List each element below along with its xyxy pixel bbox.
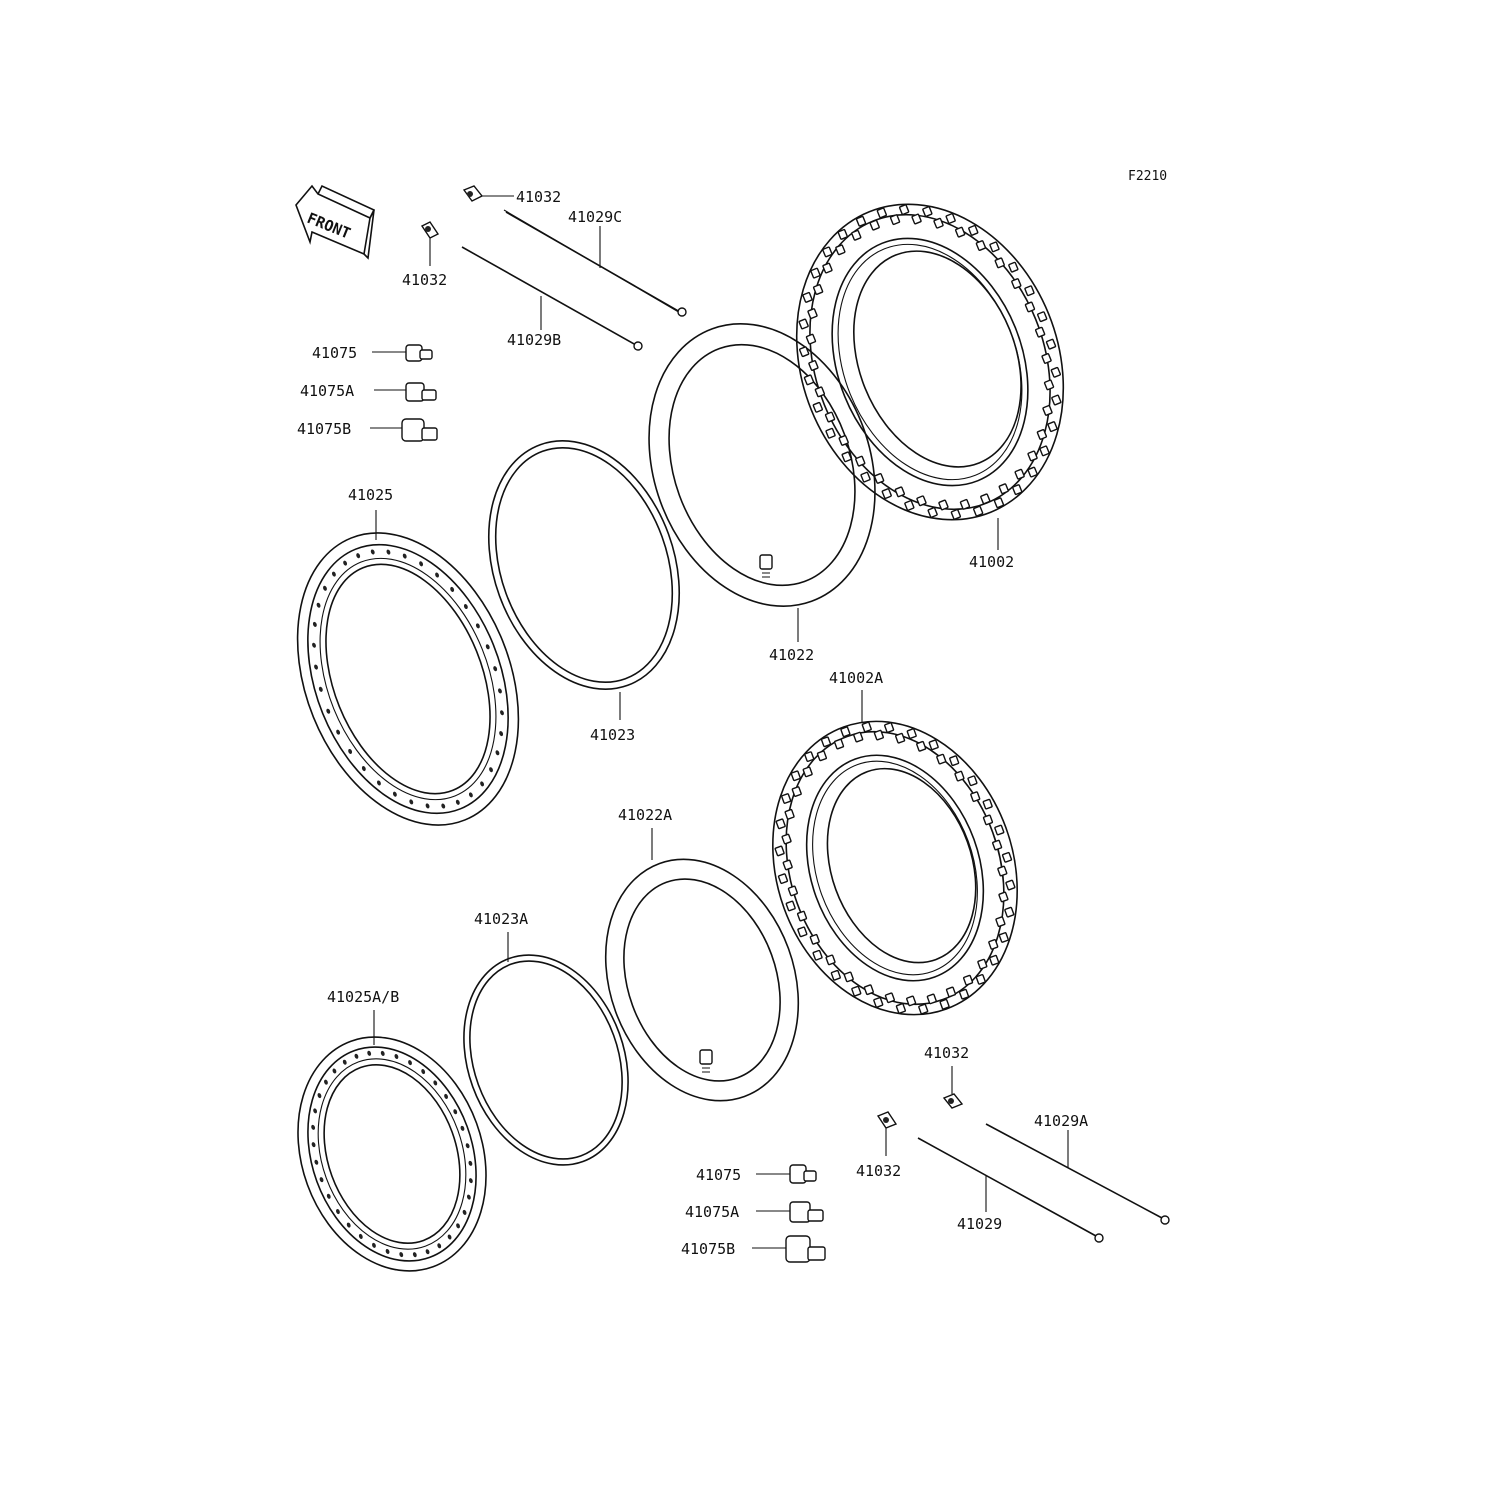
rim-spoke-hole — [485, 644, 490, 650]
tire-tread-lug — [786, 901, 795, 911]
label-41029c: 41029C — [568, 208, 623, 226]
rim-spoke-hole — [463, 603, 468, 609]
tire-tread-lug — [1009, 262, 1018, 272]
tire-tread-lug — [825, 412, 834, 422]
rim-spoke-hole — [418, 561, 423, 567]
rim-spoke-hole — [466, 1194, 471, 1200]
tire-tread-lug — [823, 263, 832, 273]
tire-41002 — [751, 164, 1110, 560]
rim-spoke-hole — [361, 765, 366, 771]
rim-spoke-hole — [392, 791, 397, 797]
tire-tread-lug — [805, 752, 814, 762]
tire-tread-lug — [1012, 279, 1021, 289]
rim-spoke-hole — [358, 1233, 363, 1239]
label-41029a: 41029A — [1034, 1112, 1089, 1130]
rim-spoke-hole — [311, 1124, 316, 1130]
tire-tread-lug — [976, 241, 985, 251]
inner-tube-41022 — [611, 292, 913, 638]
rim-spoke-hole — [497, 688, 502, 694]
tire-tread-lug — [968, 776, 977, 786]
tire-tread-lug — [1040, 446, 1049, 456]
tube-valve-41022a — [700, 1050, 712, 1072]
rim-spoke-hole — [370, 549, 375, 555]
label-41002: 41002 — [969, 553, 1015, 571]
rim-spoke-hole — [468, 792, 473, 798]
tire-tread-lug — [1025, 286, 1034, 296]
rim-spoke-hole — [317, 1093, 322, 1099]
tire-tread-lug — [839, 435, 848, 445]
tire-tread-lug — [973, 506, 982, 516]
tire-tread-lug — [1046, 339, 1055, 349]
tire-tread-lug — [836, 245, 845, 255]
tire-tread-lug — [803, 767, 812, 777]
rim-spoke-hole — [347, 748, 352, 754]
tire-tread-lug — [895, 487, 904, 497]
label-41032-bottom-left: 41032 — [856, 1162, 902, 1180]
rim-spoke-hole — [399, 1252, 404, 1258]
rim-spoke-hole — [322, 585, 327, 591]
rim-spoke-hole — [335, 1209, 340, 1215]
tire-tread-lug — [1015, 469, 1024, 479]
tire-tread-lug — [826, 428, 835, 438]
tire-tread-lug — [928, 507, 937, 517]
label-41075-top: 41075 — [312, 344, 358, 362]
label-41025: 41025 — [348, 486, 394, 504]
rim-spoke-hole — [311, 642, 316, 648]
rim-spoke-hole — [499, 710, 504, 716]
rim-spoke-hole — [332, 1068, 337, 1074]
label-41022: 41022 — [769, 646, 815, 664]
label-41023: 41023 — [590, 726, 636, 744]
tire-tread-lug — [808, 309, 817, 319]
tire-tread-lug — [823, 247, 832, 257]
tire-tread-lug — [996, 917, 1005, 927]
valve-cap-41075a-bottom — [790, 1202, 823, 1222]
rim-spoke-hole — [354, 1053, 359, 1059]
rim-spoke-hole — [455, 1223, 460, 1229]
rim-spoke-hole — [313, 664, 318, 670]
spoke-41029 — [918, 1138, 1103, 1242]
tire-tread-lug — [811, 268, 820, 278]
tire-tread-lug — [776, 819, 785, 829]
tire-tread-lug — [841, 727, 850, 737]
tire-tread-lug — [1048, 422, 1057, 432]
tire-tread-lug — [1037, 312, 1046, 322]
label-41029b: 41029B — [507, 331, 562, 349]
rim-spoke-hole — [316, 602, 321, 608]
rim-spoke-hole — [376, 780, 381, 786]
rim-spoke-hole — [409, 799, 414, 805]
tire-tread-lug — [1028, 451, 1037, 461]
label-41022a: 41022A — [618, 806, 673, 824]
label-41032-top-right: 41032 — [516, 188, 562, 206]
tire-tread-lug — [1043, 405, 1052, 415]
tire-tread-lug — [963, 975, 972, 985]
rim-spoke-hole — [335, 729, 340, 735]
tire-tread-lug — [934, 218, 943, 228]
tire-tread-lug — [1028, 467, 1037, 477]
rim-spoke-hole — [433, 1080, 438, 1086]
rim-spoke-hole — [493, 666, 498, 672]
tire-tread-lug — [854, 732, 863, 742]
rim-spoke-hole — [468, 1160, 473, 1166]
tire-tread-lug — [999, 484, 1008, 494]
tire-tread-lug — [885, 993, 894, 1003]
tire-tread-lug — [960, 499, 969, 509]
tire-tread-lug — [844, 972, 853, 982]
rim-spoke-hole — [371, 1242, 376, 1248]
tire-tread-lug — [927, 994, 936, 1004]
tire-tread-lug — [788, 886, 797, 896]
rim-spoke-hole — [495, 750, 500, 756]
tire-tread-lug — [856, 456, 865, 466]
inner-tube-41022a — [573, 832, 831, 1128]
tire-tread-lug — [861, 472, 870, 482]
rim-spoke-hole — [314, 1159, 319, 1165]
tire-tread-lug — [946, 213, 955, 223]
tire-tread-lug — [809, 361, 818, 371]
rim-spoke-hole — [318, 686, 323, 692]
rim-spoke-hole — [323, 1079, 328, 1085]
tire-tread-lug — [937, 754, 946, 764]
tire-tread-lug — [976, 974, 985, 984]
rim-spoke-hole — [425, 1249, 430, 1255]
tire-tread-lug — [806, 334, 815, 344]
tire-tread-lug — [1013, 485, 1022, 495]
tire-tread-lug — [969, 225, 978, 235]
tire-tread-lug — [1025, 302, 1034, 312]
front-arrow-icon — [296, 186, 374, 258]
tire-tread-lug — [803, 292, 812, 302]
rim-spoke-hole — [346, 1222, 351, 1228]
rim-spoke-hole — [479, 781, 484, 787]
tire-tread-lug — [1006, 880, 1015, 890]
tire-tread-lug — [929, 740, 938, 750]
tire-tread-lug — [775, 846, 784, 856]
tire-tread-lug — [817, 751, 826, 761]
tire-tread-lug — [983, 815, 992, 825]
tire-tread-lug — [899, 205, 908, 215]
tire-tread-lug — [782, 794, 791, 804]
rim-spoke-hole — [394, 1053, 399, 1059]
tire-tread-lug — [1035, 327, 1044, 337]
label-41075b-top: 41075B — [297, 420, 352, 438]
label-41002a: 41002A — [829, 669, 884, 687]
tire-tread-lug — [813, 402, 822, 412]
tire-tread-lug — [959, 989, 968, 999]
label-41029: 41029 — [957, 1215, 1003, 1233]
tire-tread-lug — [919, 1004, 928, 1014]
valve-cap-41075-bottom — [790, 1165, 816, 1183]
spoke-nipple-41032-bottom-left — [878, 1112, 896, 1128]
rim-spoke-hole — [412, 1252, 417, 1258]
tire-tread-lug — [999, 892, 1008, 902]
rim-spoke-hole — [498, 731, 503, 737]
rim-spoke-hole — [443, 1093, 448, 1099]
tube-valve-41022 — [760, 555, 772, 577]
tire-tread-lug — [884, 723, 893, 733]
spoke-nipple-41032-top-right — [464, 186, 482, 201]
rim-spoke-hole — [402, 553, 407, 559]
tire-tread-lug — [852, 986, 861, 996]
tire-tread-lug — [917, 741, 926, 751]
tire-tread-lug — [831, 970, 840, 980]
rim-spoke-hole — [326, 708, 331, 714]
tire-tread-lug — [799, 319, 808, 329]
tire-tread-lug — [896, 1003, 905, 1013]
tire-tread-lug — [940, 999, 949, 1009]
spoke-nipple-41032-bottom-top — [944, 1094, 962, 1108]
tire-tread-lug — [778, 874, 787, 884]
label-41025ab: 41025A/B — [327, 988, 400, 1006]
tire-tread-lug — [946, 987, 955, 997]
rim-spoke-hole — [326, 1193, 331, 1199]
tire-tread-lug — [791, 771, 800, 781]
tire-tread-lug — [895, 733, 904, 743]
rim-spoke-hole — [356, 553, 361, 559]
tire-tread-lug — [994, 498, 1003, 508]
rim-spoke-hole — [468, 1178, 473, 1184]
tire-tread-lug — [905, 500, 914, 510]
tire-tread-lug — [821, 737, 830, 747]
tire-tread-lug — [992, 840, 1001, 850]
spoke-nipple-41032-top-left — [422, 222, 438, 238]
tire-tread-lug — [1002, 852, 1011, 862]
rim-spoke-hole — [434, 572, 439, 578]
rim-spoke-hole — [311, 1142, 316, 1148]
label-41032-bottom-top: 41032 — [924, 1044, 970, 1062]
tire-tread-lug — [810, 934, 819, 944]
rim-spoke-hole — [407, 1060, 412, 1066]
rim-spoke-hole — [342, 1059, 347, 1065]
tire-tread-lug — [990, 955, 999, 965]
rim-spoke-hole — [437, 1243, 442, 1249]
tire-tread-lug — [785, 809, 794, 819]
tire-tread-lug — [990, 242, 999, 252]
tire-tread-lug — [978, 959, 987, 969]
figure-code: F2210 — [1128, 169, 1168, 184]
tire-tread-lug — [798, 927, 807, 937]
rim-spoke-hole — [447, 1234, 452, 1240]
tire-tread-lug — [983, 799, 992, 809]
tire-tread-lug — [862, 722, 871, 732]
tire-tread-lug — [864, 985, 873, 995]
rim-spoke-hole — [380, 1050, 385, 1056]
tire-tread-lug — [981, 494, 990, 504]
tire-tread-lug — [782, 834, 791, 844]
tire-tread-lug — [874, 473, 883, 483]
rim-spoke-hole — [455, 799, 460, 805]
tire-41002a — [733, 687, 1057, 1050]
label-41075a-top: 41075A — [300, 382, 355, 400]
spoke-41029a — [986, 1124, 1169, 1224]
label-41075b-bottom: 41075B — [681, 1240, 736, 1258]
valve-cap-41075-top — [406, 345, 432, 361]
tire-tread-lug — [971, 792, 980, 802]
rim-spoke-hole — [441, 803, 446, 809]
label-41032-top-left: 41032 — [402, 271, 448, 289]
tire-tread-lug — [907, 729, 916, 739]
tire-tread-lug — [995, 825, 1004, 835]
tire-tread-lug — [1044, 380, 1053, 390]
tire-tread-lug — [955, 771, 964, 781]
tire-tread-lug — [882, 489, 891, 499]
tire-tread-lug — [838, 229, 847, 239]
tire-tread-lug — [804, 375, 813, 385]
tire-tread-lug — [1052, 395, 1061, 405]
valve-cap-41075a-top — [406, 383, 436, 401]
valve-cap-41075b-bottom — [786, 1236, 825, 1262]
label-41075a-bottom: 41075A — [685, 1203, 740, 1221]
tire-tread-lug — [923, 207, 932, 217]
tire-tread-lug — [998, 866, 1007, 876]
rim-spoke-hole — [367, 1050, 372, 1056]
rim-spoke-hole — [386, 549, 391, 555]
rim-spoke-hole — [421, 1069, 426, 1075]
tire-tread-lug — [999, 933, 1008, 943]
label-41075-bottom: 41075 — [696, 1166, 742, 1184]
rim-spoke-hole — [425, 803, 430, 809]
tire-tread-lug — [783, 860, 792, 870]
rim-spoke-hole — [475, 623, 480, 629]
rim-spoke-hole — [319, 1177, 324, 1183]
label-41023a: 41023A — [474, 910, 529, 928]
tire-tread-lug — [1042, 353, 1051, 363]
tire-tread-lug — [874, 997, 883, 1007]
rim-spoke-hole — [465, 1143, 470, 1149]
tire-tread-lug — [955, 227, 964, 237]
tire-tread-lug — [856, 216, 865, 226]
tire-tread-lug — [995, 258, 1004, 268]
rim-spoke-hole — [313, 1108, 318, 1114]
valve-cap-41075b-top — [402, 419, 437, 441]
rim-spoke-hole — [453, 1109, 458, 1115]
tire-tread-lug — [797, 911, 806, 921]
tire-tread-lug — [917, 496, 926, 506]
tire-tread-lug — [834, 739, 843, 749]
rim-spoke-hole — [460, 1125, 465, 1131]
tire-tread-lug — [852, 230, 861, 240]
rim-41025 — [256, 500, 559, 858]
tire-tread-lug — [813, 950, 822, 960]
tire-tread-lug — [951, 509, 960, 519]
rim-spoke-hole — [450, 586, 455, 592]
tire-tread-lug — [870, 220, 879, 230]
rim-41025ab — [266, 1010, 517, 1297]
tire-tread-lug — [950, 756, 959, 766]
rim-spoke-hole — [385, 1248, 390, 1254]
rim-band-41023 — [456, 414, 713, 716]
tire-tread-lug — [1005, 907, 1014, 917]
tire-tread-lug — [815, 387, 824, 397]
rim-band-41023a — [436, 932, 656, 1188]
tire-tread-lug — [877, 208, 886, 218]
front-label: FRONT — [304, 209, 354, 243]
rim-spoke-hole — [342, 560, 347, 566]
rim-spoke-hole — [312, 621, 317, 627]
rim-spoke-hole — [331, 571, 336, 577]
tire-tread-lug — [826, 955, 835, 965]
tire-tread-lug — [890, 215, 899, 225]
rim-spoke-hole — [462, 1209, 467, 1215]
tire-tread-lug — [1051, 367, 1060, 377]
rim-spoke-hole — [488, 767, 493, 773]
